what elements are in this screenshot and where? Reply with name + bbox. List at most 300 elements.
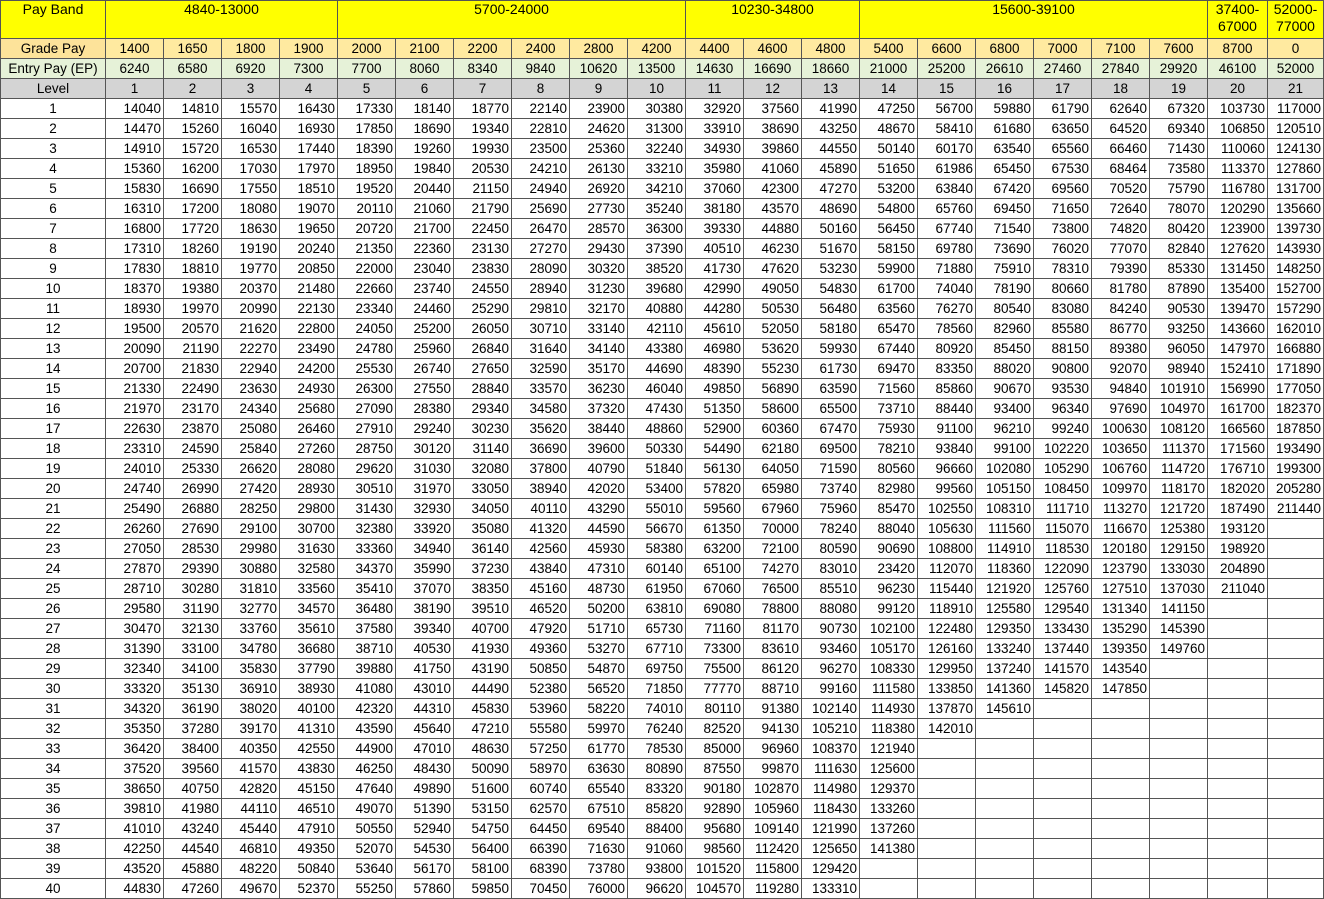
pay-cell: 21790 — [454, 199, 512, 219]
pay-cell: 91100 — [918, 419, 976, 439]
pay-cell: 18140 — [396, 99, 454, 119]
pay-cell: 18810 — [164, 259, 222, 279]
table-row — [1, 159, 1324, 179]
pay-cell: 35610 — [280, 619, 338, 639]
pay-cell: 121920 — [976, 579, 1034, 599]
entry-pay-cell: 26610 — [976, 59, 1034, 79]
pay-cell: 127620 — [1208, 239, 1268, 259]
table-row — [1, 739, 1324, 759]
pay-cell: 139730 — [1268, 219, 1324, 239]
pay-cell: 22810 — [512, 119, 570, 139]
pay-cell: 43250 — [802, 119, 860, 139]
pay-cell: 156990 — [1208, 379, 1268, 399]
pay-cell: 80540 — [976, 299, 1034, 319]
entry-pay-cell: 8060 — [396, 59, 454, 79]
pay-cell — [918, 839, 976, 859]
pay-cell — [918, 739, 976, 759]
pay-cell — [1208, 779, 1268, 799]
pay-cell — [1208, 739, 1268, 759]
pay-cell: 25960 — [396, 339, 454, 359]
pay-cell: 88440 — [918, 399, 976, 419]
pay-cell: 30380 — [628, 99, 686, 119]
pay-cell: 20530 — [454, 159, 512, 179]
entry-pay-cell: 8340 — [454, 59, 512, 79]
pay-cell: 16530 — [222, 139, 280, 159]
pay-cell: 19840 — [396, 159, 454, 179]
grade-pay-cell: 4800 — [802, 39, 860, 59]
pay-cell: 45150 — [280, 779, 338, 799]
pay-cell: 193120 — [1208, 519, 1268, 539]
pay-cell — [1150, 799, 1208, 819]
entry-pay-cell: 27460 — [1034, 59, 1092, 79]
pay-cell: 102100 — [860, 619, 918, 639]
pay-cell: 59970 — [570, 719, 628, 739]
pay-cell — [1268, 519, 1324, 539]
pay-cell: 126160 — [918, 639, 976, 659]
pay-cell: 133240 — [976, 639, 1034, 659]
pay-cell — [1092, 799, 1150, 819]
pay-cell: 31970 — [396, 479, 454, 499]
pay-cell: 17970 — [280, 159, 338, 179]
pay-cell: 48390 — [686, 359, 744, 379]
pay-cell: 42560 — [512, 539, 570, 559]
pay-cell: 19070 — [280, 199, 338, 219]
pay-cell: 115070 — [1034, 519, 1092, 539]
pay-cell: 43570 — [744, 199, 802, 219]
pay-cell: 141360 — [976, 679, 1034, 699]
pay-cell: 18950 — [338, 159, 396, 179]
pay-cell: 48690 — [802, 199, 860, 219]
pay-cell — [918, 879, 976, 899]
pay-cell: 211040 — [1208, 579, 1268, 599]
pay-cell: 38190 — [396, 599, 454, 619]
pay-cell: 70000 — [744, 519, 802, 539]
pay-cell: 43290 — [570, 499, 628, 519]
table-row — [1, 459, 1324, 479]
pay-cell: 88400 — [628, 819, 686, 839]
pay-cell — [1268, 859, 1324, 879]
pay-cell: 67320 — [1150, 99, 1208, 119]
grade-pay-cell: 2800 — [570, 39, 628, 59]
row-index: 2 — [1, 119, 106, 139]
pay-cell: 23870 — [164, 419, 222, 439]
pay-cell: 19930 — [454, 139, 512, 159]
grade-pay-row — [1, 39, 1324, 59]
pay-cell — [1034, 719, 1092, 739]
pay-cell: 32930 — [396, 499, 454, 519]
pay-cell: 162010 — [1268, 319, 1324, 339]
pay-cell: 30510 — [338, 479, 396, 499]
pay-cell: 59560 — [686, 499, 744, 519]
pay-cell: 44540 — [164, 839, 222, 859]
table-row — [1, 339, 1324, 359]
grade-pay-cell: 1800 — [222, 39, 280, 59]
pay-cell: 15570 — [222, 99, 280, 119]
pay-cell — [1268, 719, 1324, 739]
pay-cell: 22940 — [222, 359, 280, 379]
entry-pay-cell: 52000 — [1268, 59, 1324, 79]
pay-cell: 27270 — [512, 239, 570, 259]
pay-cell: 123900 — [1208, 219, 1268, 239]
entry-pay-row — [1, 59, 1324, 79]
pay-cell: 32380 — [338, 519, 396, 539]
pay-cell: 28570 — [570, 219, 628, 239]
pay-cell: 52070 — [338, 839, 396, 859]
pay-cell: 41010 — [106, 819, 164, 839]
pay-cell: 47270 — [802, 179, 860, 199]
pay-cell: 22490 — [164, 379, 222, 399]
pay-cell: 32170 — [570, 299, 628, 319]
pay-cell: 78530 — [628, 739, 686, 759]
pay-cell: 48730 — [570, 579, 628, 599]
pay-cell: 49360 — [512, 639, 570, 659]
pay-cell: 93530 — [1034, 379, 1092, 399]
pay-cell: 69470 — [860, 359, 918, 379]
table-row — [1, 399, 1324, 419]
pay-cell: 38180 — [686, 199, 744, 219]
pay-cell: 92890 — [686, 799, 744, 819]
row-index: 23 — [1, 539, 106, 559]
pay-cell: 18690 — [396, 119, 454, 139]
row-index: 17 — [1, 419, 106, 439]
pay-cell: 26300 — [338, 379, 396, 399]
pay-cell: 23830 — [454, 259, 512, 279]
pay-cell: 41060 — [744, 159, 802, 179]
entry-pay-cell: 25200 — [918, 59, 976, 79]
pay-cell: 48220 — [222, 859, 280, 879]
grade-pay-cell: 1400 — [106, 39, 164, 59]
pay-cell: 52940 — [396, 819, 454, 839]
pay-cell: 43240 — [164, 819, 222, 839]
pay-cell: 96270 — [802, 659, 860, 679]
pay-cell: 102870 — [744, 779, 802, 799]
pay-cell — [918, 799, 976, 819]
pay-cell: 56450 — [860, 219, 918, 239]
pay-cell: 38930 — [280, 679, 338, 699]
pay-cell: 54490 — [686, 439, 744, 459]
pay-cell: 36140 — [454, 539, 512, 559]
pay-cell — [1268, 699, 1324, 719]
pay-cell: 47250 — [860, 99, 918, 119]
pay-cell: 85820 — [628, 799, 686, 819]
pay-cell: 187490 — [1208, 499, 1268, 519]
level-header-cell: 8 — [512, 79, 570, 99]
pay-cell: 28080 — [280, 459, 338, 479]
grade-pay-cell: 2000 — [338, 39, 396, 59]
pay-cell: 71630 — [570, 839, 628, 859]
pay-cell: 20240 — [280, 239, 338, 259]
pay-cell: 24780 — [338, 339, 396, 359]
pay-cell: 56670 — [628, 519, 686, 539]
pay-cell — [1034, 839, 1092, 859]
pay-cell: 80660 — [1034, 279, 1092, 299]
pay-cell: 98560 — [686, 839, 744, 859]
pay-cell: 177050 — [1268, 379, 1324, 399]
table-row — [1, 859, 1324, 879]
pay-cell: 54870 — [570, 659, 628, 679]
pay-cell: 102080 — [976, 459, 1034, 479]
pay-cell: 135400 — [1208, 279, 1268, 299]
pay-cell: 105290 — [1034, 459, 1092, 479]
entry-pay-cell: 21000 — [860, 59, 918, 79]
table-row — [1, 819, 1324, 839]
table-row — [1, 699, 1324, 719]
pay-cell: 80110 — [686, 699, 744, 719]
pay-cell: 31230 — [570, 279, 628, 299]
pay-cell: 56400 — [454, 839, 512, 859]
pay-cell: 42550 — [280, 739, 338, 759]
pay-cell: 71560 — [860, 379, 918, 399]
pay-cell: 51350 — [686, 399, 744, 419]
pay-cell: 133310 — [802, 879, 860, 899]
pay-cell: 20720 — [338, 219, 396, 239]
pay-cell: 40790 — [570, 459, 628, 479]
pay-cell: 51390 — [396, 799, 454, 819]
pay-cell: 81780 — [1092, 279, 1150, 299]
pay-cell: 22130 — [280, 299, 338, 319]
pay-cell: 63540 — [976, 139, 1034, 159]
pay-cell: 25360 — [570, 139, 628, 159]
pay-cell: 50840 — [280, 859, 338, 879]
pay-cell: 19190 — [222, 239, 280, 259]
pay-cell: 139350 — [1092, 639, 1150, 659]
pay-cell: 73800 — [1034, 219, 1092, 239]
pay-cell: 211440 — [1268, 499, 1324, 519]
pay-cell: 105150 — [976, 479, 1034, 499]
pay-cell: 75960 — [802, 499, 860, 519]
pay-cell: 18930 — [106, 299, 164, 319]
pay-cell: 22800 — [280, 319, 338, 339]
pay-cell: 70520 — [1092, 179, 1150, 199]
pay-cell: 15830 — [106, 179, 164, 199]
pay-cell: 51710 — [570, 619, 628, 639]
pay-cell: 46510 — [280, 799, 338, 819]
pay-cell: 135290 — [1092, 619, 1150, 639]
table-row — [1, 359, 1324, 379]
pay-cell: 45610 — [686, 319, 744, 339]
row-index: 27 — [1, 619, 106, 639]
pay-cell: 39340 — [396, 619, 454, 639]
entry-pay-cell: 7300 — [280, 59, 338, 79]
pay-cell: 76500 — [744, 579, 802, 599]
row-index: 32 — [1, 719, 106, 739]
pay-cell — [1092, 739, 1150, 759]
pay-cell: 23740 — [396, 279, 454, 299]
entry-pay-cell: 6240 — [106, 59, 164, 79]
pay-cell: 123790 — [1092, 559, 1150, 579]
pay-cell: 75790 — [1150, 179, 1208, 199]
pay-cell: 53230 — [802, 259, 860, 279]
pay-cell: 35080 — [454, 519, 512, 539]
grade-pay-cell: 2100 — [396, 39, 454, 59]
table-row — [1, 219, 1324, 239]
pay-cell: 25840 — [222, 439, 280, 459]
pay-cell — [1268, 799, 1324, 819]
pay-cell: 65470 — [860, 319, 918, 339]
pay-cell: 50550 — [338, 819, 396, 839]
pay-cell — [1268, 559, 1324, 579]
pay-cell: 27870 — [106, 559, 164, 579]
pay-cell: 23130 — [454, 239, 512, 259]
table-row — [1, 499, 1324, 519]
pay-cell: 49350 — [280, 839, 338, 859]
pay-cell: 21970 — [106, 399, 164, 419]
pay-cell — [976, 839, 1034, 859]
pay-cell — [1150, 719, 1208, 739]
pay-cell: 67740 — [918, 219, 976, 239]
pay-cell: 125380 — [1150, 519, 1208, 539]
pay-cell: 44550 — [802, 139, 860, 159]
pay-cell: 67420 — [976, 179, 1034, 199]
grade-pay-cell: 8700 — [1208, 39, 1268, 59]
row-index: 31 — [1, 699, 106, 719]
pay-cell: 74010 — [628, 699, 686, 719]
pay-cell: 31430 — [338, 499, 396, 519]
pay-cell — [1092, 759, 1150, 779]
pay-cell: 19520 — [338, 179, 396, 199]
pay-cell: 80560 — [860, 459, 918, 479]
pay-cell: 45890 — [802, 159, 860, 179]
pay-cell — [1092, 839, 1150, 859]
pay-cell: 166560 — [1208, 419, 1268, 439]
pay-cell: 86770 — [1092, 319, 1150, 339]
pay-cell: 56890 — [744, 379, 802, 399]
pay-cell: 124130 — [1268, 139, 1324, 159]
pay-cell: 131340 — [1092, 599, 1150, 619]
pay-cell: 23500 — [512, 139, 570, 159]
pay-cell: 97690 — [1092, 399, 1150, 419]
pay-cell: 111630 — [802, 759, 860, 779]
pay-cell: 111370 — [1150, 439, 1208, 459]
pay-cell: 19650 — [280, 219, 338, 239]
pay-cell: 24740 — [106, 479, 164, 499]
pay-cell: 25690 — [512, 199, 570, 219]
pay-cell: 33760 — [222, 619, 280, 639]
pay-cell: 54750 — [454, 819, 512, 839]
pay-cell: 19340 — [454, 119, 512, 139]
pay-cell: 115440 — [918, 579, 976, 599]
pay-cell: 15360 — [106, 159, 164, 179]
pay-cell: 76270 — [918, 299, 976, 319]
pay-cell: 61950 — [628, 579, 686, 599]
entry-pay-cell: 18660 — [802, 59, 860, 79]
entry-pay-label: Entry Pay (EP) — [1, 59, 106, 79]
grade-pay-cell: 6800 — [976, 39, 1034, 59]
row-index: 7 — [1, 219, 106, 239]
pay-cell: 47260 — [164, 879, 222, 899]
pay-cell: 29100 — [222, 519, 280, 539]
pay-cell: 90530 — [1150, 299, 1208, 319]
pay-cell: 41320 — [512, 519, 570, 539]
pay-cell — [1268, 579, 1324, 599]
table-row — [1, 199, 1324, 219]
pay-cell: 58970 — [512, 759, 570, 779]
pay-cell — [1208, 799, 1268, 819]
pay-cell: 57250 — [512, 739, 570, 759]
row-index: 36 — [1, 799, 106, 819]
pay-cell: 67510 — [570, 799, 628, 819]
pay-cell: 32920 — [686, 99, 744, 119]
pay-cell: 63200 — [686, 539, 744, 559]
grade-pay-cell: 7100 — [1092, 39, 1150, 59]
pay-cell: 143540 — [1092, 659, 1150, 679]
pay-cell: 90690 — [860, 539, 918, 559]
pay-cell: 72640 — [1092, 199, 1150, 219]
pay-cell: 116780 — [1208, 179, 1268, 199]
pay-cell — [1208, 659, 1268, 679]
pay-cell: 20990 — [222, 299, 280, 319]
pay-cell: 50330 — [628, 439, 686, 459]
pay-cell: 78800 — [744, 599, 802, 619]
level-header-cell: 6 — [396, 79, 454, 99]
pay-cell: 129420 — [802, 859, 860, 879]
pay-cell: 66390 — [512, 839, 570, 859]
pay-cell: 37790 — [280, 659, 338, 679]
pay-cell: 108450 — [1034, 479, 1092, 499]
pay-cell — [1092, 719, 1150, 739]
pay-cell: 27650 — [454, 359, 512, 379]
pay-cell: 33320 — [106, 679, 164, 699]
pay-cell: 42020 — [570, 479, 628, 499]
pay-cell: 29980 — [222, 539, 280, 559]
pay-cell: 113370 — [1208, 159, 1268, 179]
pay-cell: 42820 — [222, 779, 280, 799]
pay-cell: 35980 — [686, 159, 744, 179]
pay-cell: 129150 — [1150, 539, 1208, 559]
pay-cell: 94130 — [744, 719, 802, 739]
pay-cell: 41310 — [280, 719, 338, 739]
row-index: 35 — [1, 779, 106, 799]
pay-cell: 67060 — [686, 579, 744, 599]
pay-cell: 71430 — [1150, 139, 1208, 159]
pay-cell: 41990 — [802, 99, 860, 119]
pay-cell: 30120 — [396, 439, 454, 459]
pay-cell: 96230 — [860, 579, 918, 599]
pay-cell: 104570 — [686, 879, 744, 899]
pay-cell: 38690 — [744, 119, 802, 139]
pay-cell: 16800 — [106, 219, 164, 239]
pay-cell: 29340 — [454, 399, 512, 419]
pay-cell: 46250 — [338, 759, 396, 779]
pay-cell: 90800 — [1034, 359, 1092, 379]
pay-cell: 25330 — [164, 459, 222, 479]
pay-cell: 15260 — [164, 119, 222, 139]
grade-pay-cell: 2400 — [512, 39, 570, 59]
pay-cell — [1034, 739, 1092, 759]
pay-cell: 82960 — [976, 319, 1034, 339]
pay-cell: 51600 — [454, 779, 512, 799]
pay-cell — [1150, 819, 1208, 839]
table-row — [1, 619, 1324, 639]
pay-cell: 58600 — [744, 399, 802, 419]
pay-cell: 47010 — [396, 739, 454, 759]
pay-cell: 15720 — [164, 139, 222, 159]
row-index: 14 — [1, 359, 106, 379]
row-index: 24 — [1, 559, 106, 579]
pay-cell: 83080 — [1034, 299, 1092, 319]
pay-cell: 101910 — [1150, 379, 1208, 399]
row-index: 15 — [1, 379, 106, 399]
pay-cell: 32770 — [222, 599, 280, 619]
pay-cell — [1150, 859, 1208, 879]
pay-cell: 73740 — [802, 479, 860, 499]
grade-pay-cell: 7600 — [1150, 39, 1208, 59]
pay-cell: 86120 — [744, 659, 802, 679]
pay-cell: 39810 — [106, 799, 164, 819]
pay-cell: 114980 — [802, 779, 860, 799]
pay-cell: 35130 — [164, 679, 222, 699]
pay-cell: 43590 — [338, 719, 396, 739]
